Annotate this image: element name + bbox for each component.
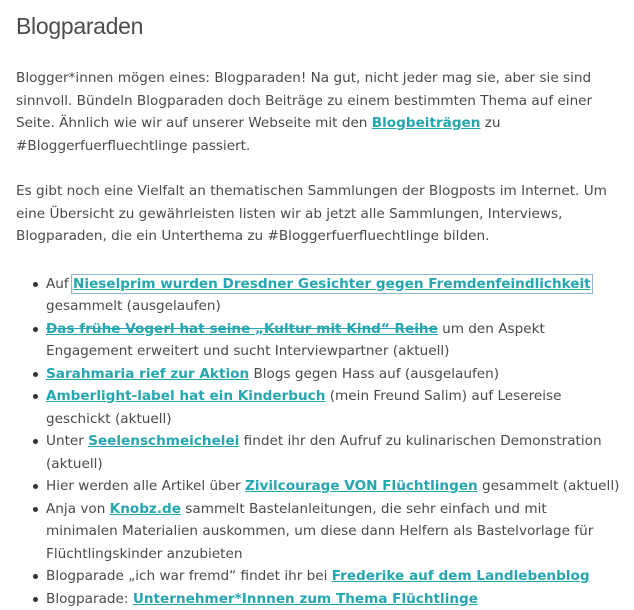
item-text: (mein Freund Salim) auf Lesereise geschickt (aktuell) [46,388,562,427]
item-text: Blogparade: [46,591,133,607]
item-text: Blogs gegen Hass auf (ausgelaufen) [249,366,499,382]
item-text: gesammelt (ausgelaufen) [46,298,221,314]
list-item [16,363,620,386]
bullet-icon [33,282,38,287]
sarahmaria-link[interactable]: Sarahmaria rief zur Aktion [46,366,249,382]
item-text: um den Aspekt Engagement erweitert und sucht Interviewpartner (aktuell) [46,321,545,360]
seelenschmeichelei-link[interactable]: Seelenschmeichelei [88,433,239,449]
item-text: Anja von [46,501,110,517]
intro-paragraph [16,67,620,157]
list-item [16,430,620,475]
list-item [16,385,620,430]
overview-paragraph: Es gibt noch eine Vielfalt an thematischen Sammlungen der Blogposts im Internet. Um eine Übersicht zu gewährleisten listen wir ab jetzt alle Sammlungen, Interviews, Blogparaden, die ein Unterthema zu #Bloggerfuerfluechtlinge bilden. [16,180,620,248]
item-text: Unter [46,433,88,449]
list-item [16,498,620,566]
bullet-icon [33,597,38,602]
amberlight-link[interactable]: Amberlight-label hat ein Kinderbuch [46,388,325,404]
bullet-icon [33,327,38,332]
zivilcourage-link[interactable]: Zivilcourage VON Flüchtlingen [245,478,478,494]
list-item [16,273,620,318]
list-item [16,588,620,610]
item-text: Blogparade „ich war fremd“ findet ihr bei [46,568,332,584]
bullet-icon [33,574,38,579]
bullet-icon [33,372,38,377]
list-item [16,318,620,363]
item-text: Auf [46,276,73,292]
page-title: Blogparaden [16,12,620,40]
item-text: findet ihr den Aufruf zu kulinarischen Demonstration (aktuell) [46,433,602,472]
item-text: Hier werden alle Artikel über [46,478,245,494]
knobz-link[interactable]: Knobz.de [110,501,181,517]
list-item [16,475,620,498]
intro-text-before: Blogger*innen mögen eines: Blogparaden! Na gut, nicht jeder mag sie, aber sie sind sinnvoll. Bündeln Blogparaden doch Beiträge zu einem bestimmten Thema auf einer Seite. Ähnlich wie wir auf unserer Webseite mit den [16,70,592,131]
bullet-icon [33,439,38,444]
bullet-icon [33,394,38,399]
collections-list [16,273,620,610]
bullet-icon [33,484,38,489]
item-text: sammelt Bastelanleitungen, die sehr einfach und mit minimalen Materialien auskommen, um diese dann Helfern als Bastelvorlage für Flüchtlingskinder anzubieten [46,501,593,562]
item-text: gesammelt (aktuell) [478,478,620,494]
bullet-icon [33,507,38,512]
frederike-link[interactable]: Frederike auf dem Landlebenblog [332,568,590,584]
article-content [16,0,620,610]
nieselprim-link[interactable]: Nieselprim wurden Dresdner Gesichter gegen Fremdenfeindlichkeit [73,276,591,292]
unternehmer-link[interactable]: Unternehmer*Innnen zum Thema Flüchtlinge [133,591,478,607]
intro-text-after: zu #Bloggerfuerfluechtlinge passiert. [16,115,501,154]
list-item [16,565,620,588]
fruehe-vogerl-link[interactable]: Das frühe Vogerl hat seine „Kultur mit Kind“ Reihe [46,321,438,337]
blogbeitraegen-link[interactable]: Blogbeiträgen [372,115,481,131]
